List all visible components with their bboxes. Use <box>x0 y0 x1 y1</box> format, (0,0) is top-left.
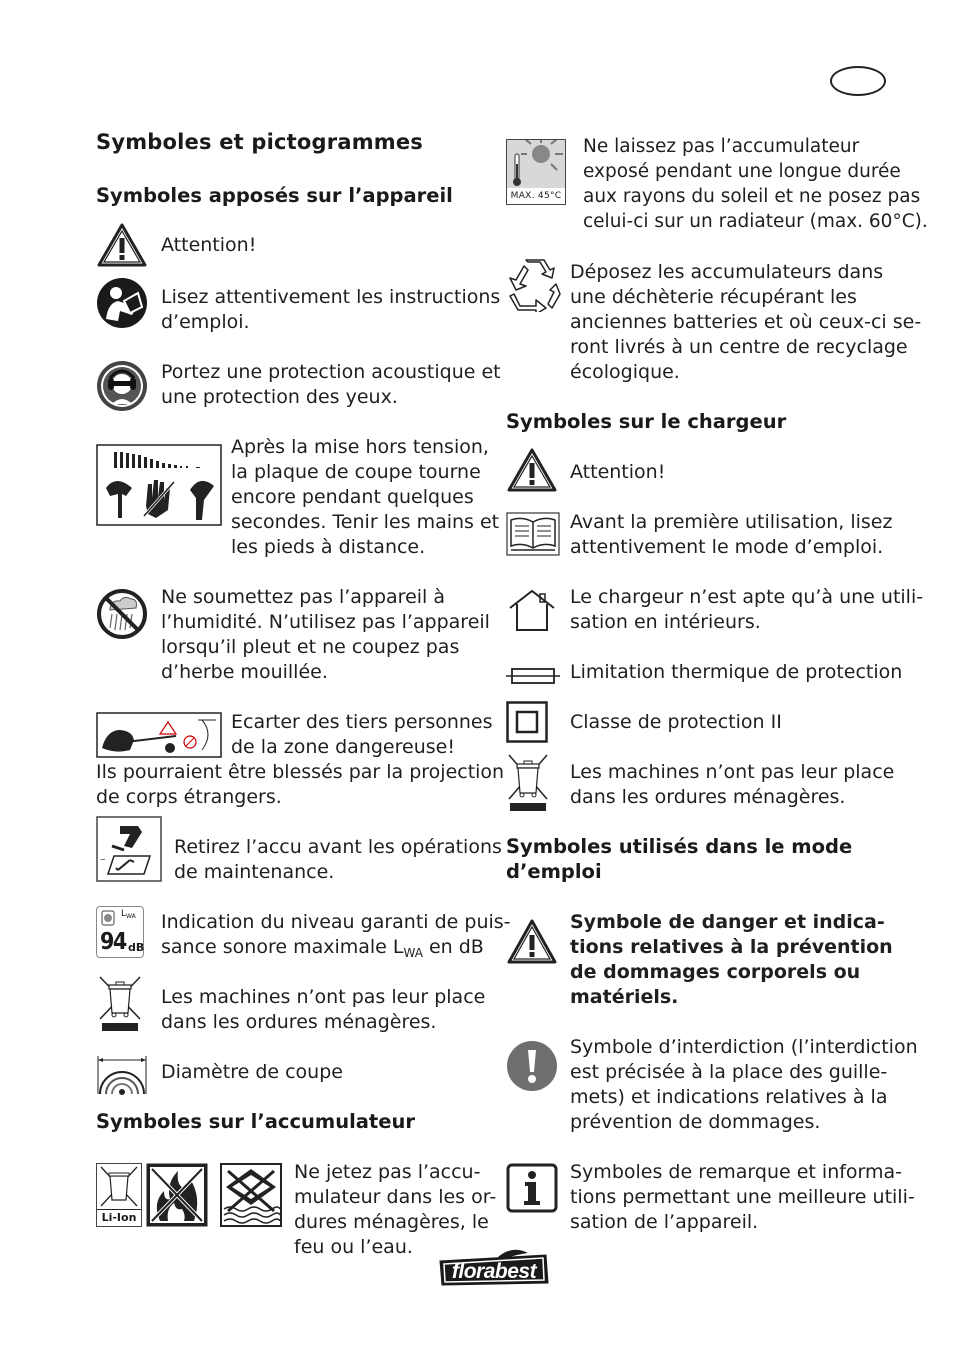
no-rain-icon <box>96 588 148 640</box>
li-ion-label: Li-Ion <box>97 1209 141 1226</box>
text-line: matériels. <box>570 986 679 1008</box>
indoor-use-house-icon <box>506 588 558 632</box>
battery-symbols-heading: Symboles sur l’accumulateur <box>96 1110 415 1133</box>
battery-remove-text <box>174 835 502 885</box>
text-line: Ils pourraient être blessés par la projection <box>96 761 505 783</box>
class2-text: Classe de protection II <box>570 711 782 733</box>
diameter-text: Diamètre de coupe <box>161 1061 343 1083</box>
speaker-icon <box>101 910 115 926</box>
text-line: Après la mise hors tension, <box>231 436 489 458</box>
text-line: une déchèterie récupérant les <box>570 286 857 308</box>
recycle-text <box>570 260 921 385</box>
heading-line: d’emploi <box>506 860 602 883</box>
text-line: tions relatives à la prévention <box>570 936 893 958</box>
text-line: de corps étrangers. <box>96 786 282 808</box>
text-line: Indication du niveau garanti de puis- <box>161 911 511 933</box>
sun-icon-label: MAX. 45°C <box>507 188 565 204</box>
read-manual-icon <box>96 277 148 329</box>
crossed-wheelie-bin-icon <box>96 975 144 1033</box>
manual-symbols-heading <box>506 834 852 884</box>
text-line: mulateur dans les or- <box>294 1186 497 1208</box>
sun-text <box>583 134 928 234</box>
prohibition-exclamation-icon <box>506 1040 558 1092</box>
read-manual-text <box>161 285 500 335</box>
charger-manual-text <box>570 510 892 560</box>
danger-triangle-icon <box>506 918 558 966</box>
protection-class-ii-icon <box>506 701 548 743</box>
thermal-text: Limitation thermique de protection <box>570 661 903 683</box>
text-line: Symbole de danger et indica- <box>570 911 885 933</box>
text-line: secondes. Tenir les mains et <box>231 511 500 533</box>
rain-text <box>161 585 490 685</box>
sound-icon-unit: dB <box>128 941 145 954</box>
heading-line: Symboles utilisés dans le mode <box>506 835 853 858</box>
waste-text-left <box>161 985 485 1035</box>
thermal-fuse-icon <box>506 666 560 686</box>
text-line: de la zone dangereuse! <box>231 736 455 758</box>
text-line: mets) et indications relatives à la <box>570 1086 888 1108</box>
text-line: Déposez les accumulateurs dans <box>570 261 884 283</box>
info-icon <box>506 1163 558 1213</box>
charger-symbols-heading: Symboles sur le chargeur <box>506 410 787 433</box>
protection-text <box>161 360 501 410</box>
text-line: Symbole d’interdiction (l’interdiction <box>570 1036 918 1058</box>
text-line: Le chargeur n’est apte qu’à une utili- <box>570 586 924 608</box>
text-line: la plaque de coupe tourne <box>231 461 481 483</box>
battery-text <box>294 1160 496 1260</box>
sound-icon-value: 94 <box>100 929 126 955</box>
cutting-diameter-icon <box>96 1054 148 1096</box>
distance-text <box>231 710 493 760</box>
text-line: tions permettant une meilleure utili- <box>570 1186 915 1208</box>
rundown-text <box>231 435 499 560</box>
sound-power-icon <box>96 906 144 958</box>
florabest-logo <box>438 1247 550 1287</box>
language-marker <box>830 66 886 96</box>
text-line: Ne laissez pas l’accumulateur <box>583 136 860 157</box>
battery-bin-icon <box>96 1163 142 1227</box>
info-text <box>570 1160 915 1235</box>
text-line: dans les ordures ménagères. <box>570 786 846 808</box>
text-line: une protection des yeux. <box>161 386 398 408</box>
text-line: lorsqu’il pleut et ne coupez pas <box>161 636 460 658</box>
blade-rundown-icon <box>96 444 222 526</box>
text-line: sation en intérieurs. <box>570 611 761 633</box>
crossed-bin-icon <box>97 1164 141 1210</box>
text-line: Symboles de remarque et informa- <box>570 1161 903 1183</box>
text-line: Retirez l’accu avant les opérations <box>174 836 502 858</box>
svg-text:~: ~ <box>100 856 106 864</box>
open-book-icon <box>506 512 560 556</box>
text-line: aux rayons du soleil et ne posez pas <box>583 186 921 207</box>
indoor-text <box>570 585 923 635</box>
distance-more-text <box>96 760 504 810</box>
text-line: d’herbe mouillée. <box>161 661 328 683</box>
text-line: de dommages corporels ou <box>570 961 861 983</box>
text-line: encore pendant quelques <box>231 486 474 508</box>
waste-text-right <box>570 760 894 810</box>
text-line: l’humidité. N’utilisez pas l’appareil <box>161 611 490 633</box>
text-line: dures ménagères, le <box>294 1211 489 1233</box>
sun-thermometer-icon <box>507 140 565 190</box>
text-line: anciennes batteries et où ceux-ci se- <box>570 311 922 333</box>
no-water-icon <box>220 1163 282 1227</box>
hearing-eye-protection-icon <box>96 360 148 412</box>
keep-distance-icon <box>96 712 222 758</box>
sun-exposure-icon <box>506 139 566 205</box>
logo-text: florabest <box>451 1260 537 1283</box>
text-line: dans les ordures ménagères. <box>161 1011 437 1033</box>
text-line: sance sonore maximale $L_{WA}$ en dB <box>161 936 484 960</box>
text-line: Les machines n’ont pas leur place <box>570 761 895 783</box>
text-line: Ne soumettez pas l’appareil à <box>161 586 445 608</box>
text-line: celui-ci sur un radiateur (max. 60°C). <box>583 211 928 232</box>
text-line: d’emploi. <box>161 311 250 333</box>
device-symbols-heading: Symboles apposés sur l’appareil <box>96 184 453 207</box>
sound-text <box>161 910 511 960</box>
prohibition-text <box>570 1035 918 1135</box>
remove-battery-icon <box>96 816 162 882</box>
text-line: exposé pendant une longue durée <box>583 161 901 182</box>
page-title: Symboles et pictogrammes <box>96 130 424 154</box>
recycling-icon <box>506 258 562 312</box>
text-line: les pieds à distance. <box>231 536 426 558</box>
warning-triangle-icon <box>96 222 148 268</box>
text-line: Les machines n’ont pas leur place <box>161 986 486 1008</box>
text-line: écologique. <box>570 361 680 383</box>
attention-text: Attention! <box>161 234 257 256</box>
warning-triangle-icon <box>506 447 558 493</box>
text-line: prévention de dommages. <box>570 1111 821 1133</box>
text-line: feu ou l’eau. <box>294 1236 413 1258</box>
crossed-wheelie-bin-icon <box>506 753 550 813</box>
text-line: Ne jetez pas l’accu- <box>294 1161 481 1183</box>
danger-text <box>570 910 893 1010</box>
sound-icon-label: $L_{WA}$ <box>121 909 136 920</box>
text-line: Avant la première utilisation, lisez <box>570 511 893 533</box>
charger-attention-text: Attention! <box>570 461 666 483</box>
text-line: ront livrés à un centre de recyclage <box>570 336 908 358</box>
no-fire-icon <box>146 1163 208 1227</box>
text-line: Lisez attentivement les instructions <box>161 286 501 308</box>
text-line: Portez une protection acoustique et <box>161 361 501 383</box>
text-line: attentivement le mode d’emploi. <box>570 536 884 558</box>
text-line: de maintenance. <box>174 861 335 883</box>
text-line: est précisée à la place des guille- <box>570 1061 888 1083</box>
text-line: Ecarter des tiers personnes <box>231 711 493 733</box>
text-line: sation de l’appareil. <box>570 1211 759 1233</box>
